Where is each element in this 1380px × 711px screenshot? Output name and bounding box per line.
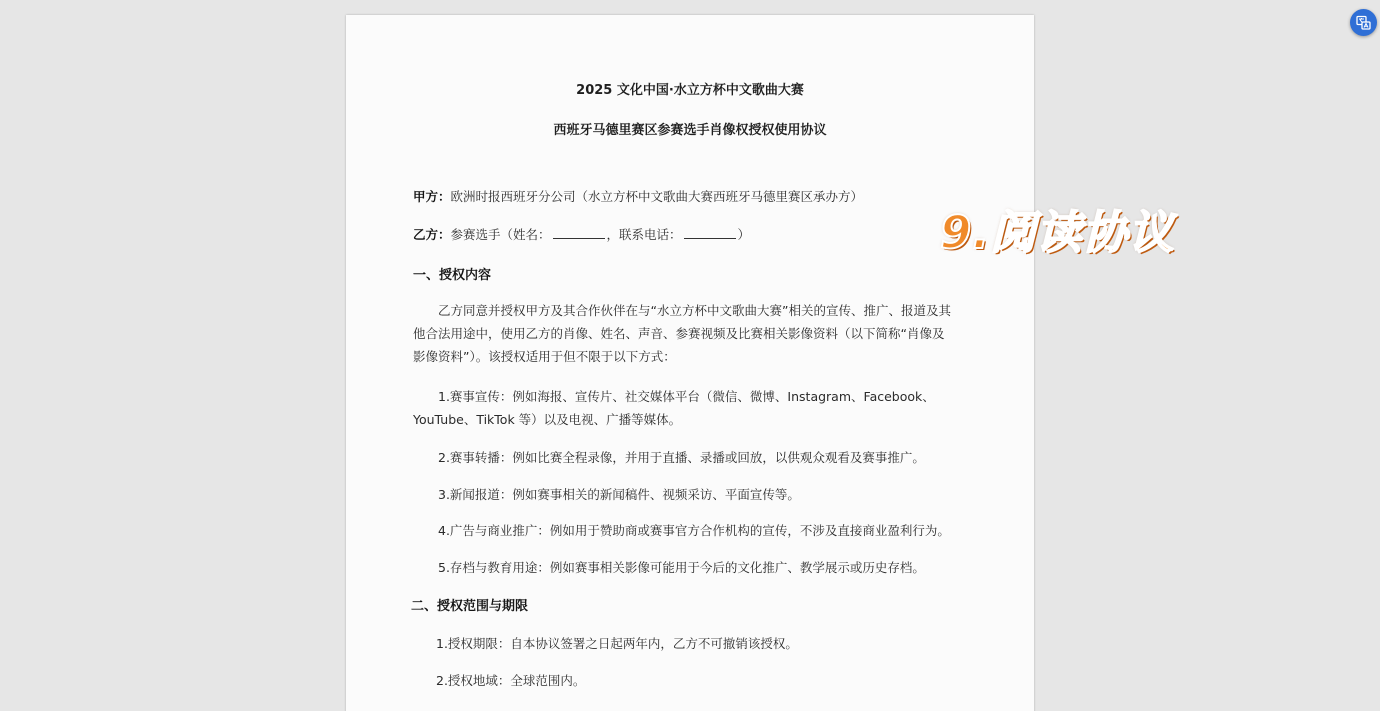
translate-button[interactable] [1350, 9, 1377, 36]
section-2-heading: 二、授权范围与期限 [411, 599, 529, 614]
party-b-line [413, 225, 750, 243]
document-page [346, 15, 1034, 711]
step-caption: 9.阅读协议 [940, 206, 1175, 259]
phone-blank [684, 227, 736, 239]
party-b-middle: ，联系电话： [606, 227, 682, 242]
list-item: 2.赛事转播：例如比赛全程录像，并用于直播、录播或回放，以供观众观看及赛事推广。 [438, 450, 925, 465]
list-item: 3.新闻报道：例如赛事相关的新闻稿件、视频采访、平面宣传等。 [438, 487, 800, 502]
party-b-suffix: ） [737, 227, 751, 242]
party-a-value: 欧洲时报西班牙分公司（水立方杯中文歌曲大赛西班牙马德里赛区承办方） [450, 189, 864, 204]
party-a-label: 甲方： [413, 189, 451, 204]
party-b-label: 乙方： [413, 227, 451, 242]
list-item: 1.赛事宣传：例如海报、宣传片、社交媒体平台（微信、微博、Instagram、Facebook、 [438, 389, 935, 404]
document-subtitle: 西班牙马德里赛区参赛选手肖像权授权使用协议 [553, 123, 827, 138]
name-blank [553, 227, 605, 239]
list-item: 5.存档与教育用途：例如赛事相关影像可能用于今后的文化推广、教学展示或历史存档。 [438, 560, 925, 575]
section-1-heading: 一、授权内容 [413, 268, 492, 283]
list-item: 1.授权期限：自本协议签署之日起两年内，乙方不可撤销该授权。 [436, 636, 798, 651]
list-item: 4.广告与商业推广：例如用于赞助商或赛事官方合作机构的宣传，不涉及直接商业盈利行为。 [438, 523, 950, 538]
list-item: 2.授权地域：全球范围内。 [436, 673, 586, 688]
section-1-paragraph: 乙方同意并授权甲方及其合作伙伴在与“水立方杯中文歌曲大赛”相关的宣传、推广、报道及其他合法用途中，使用乙方的肖像、姓名、声音、参赛视频及比赛相关影像资料（以下简称“肖像及影像资料”）。该授权适用于但不限于以下方式： [413, 303, 951, 364]
translate-icon [1356, 15, 1371, 30]
party-a-line [413, 187, 863, 205]
list-item-continued: YouTube、TikTok 等）以及电视、广播等媒体。 [413, 412, 682, 427]
document-title: 2025 文化中国·水立方杯中文歌曲大赛 [576, 83, 804, 98]
party-b-prefix: 参赛选手（姓名： [450, 227, 551, 242]
